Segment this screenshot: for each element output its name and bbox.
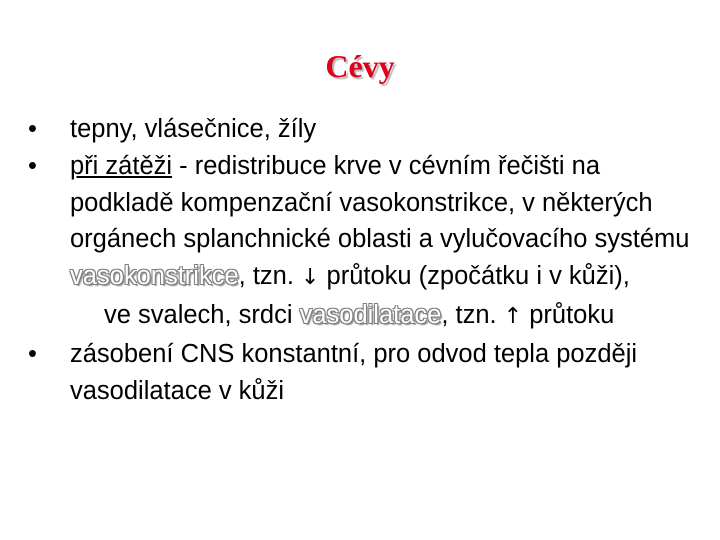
item-text: tepny, vlásečnice, žíly xyxy=(70,115,317,143)
slide-title: Cévy xyxy=(325,48,395,84)
item-text: průtoku (zpočátku i v kůži), xyxy=(319,262,630,291)
item-text: ve svalech, srdci xyxy=(104,300,300,329)
bullet-marker: • xyxy=(28,151,37,180)
list-item xyxy=(28,148,698,336)
bullet-marker: • xyxy=(28,115,37,143)
item-text: - redistribuce krve v cévním řečišti na podkladě kompenzační vasokonstrikce, v některých orgánech splanchnické oblasti a vylučovacího systému xyxy=(70,151,690,254)
item-text: , tzn. xyxy=(238,262,302,291)
item-text: , tzn. xyxy=(441,300,504,329)
arrow-down-icon: ↓ xyxy=(301,265,320,291)
list-item xyxy=(28,111,698,148)
item-text: zásobení CNS konstantní, pro odvod tepla později vasodilatace v kůži xyxy=(70,339,638,405)
underlined-phrase: při zátěži xyxy=(70,151,173,180)
arrow-up-icon: ↑ xyxy=(503,303,523,329)
list-item xyxy=(28,336,698,410)
bullet-list xyxy=(28,111,698,409)
embossed-term: vasokonstrikce xyxy=(70,262,239,291)
item-text: průtoku xyxy=(522,300,615,329)
embossed-term: vasodilatace xyxy=(299,300,442,329)
bullet-marker: • xyxy=(28,339,37,368)
